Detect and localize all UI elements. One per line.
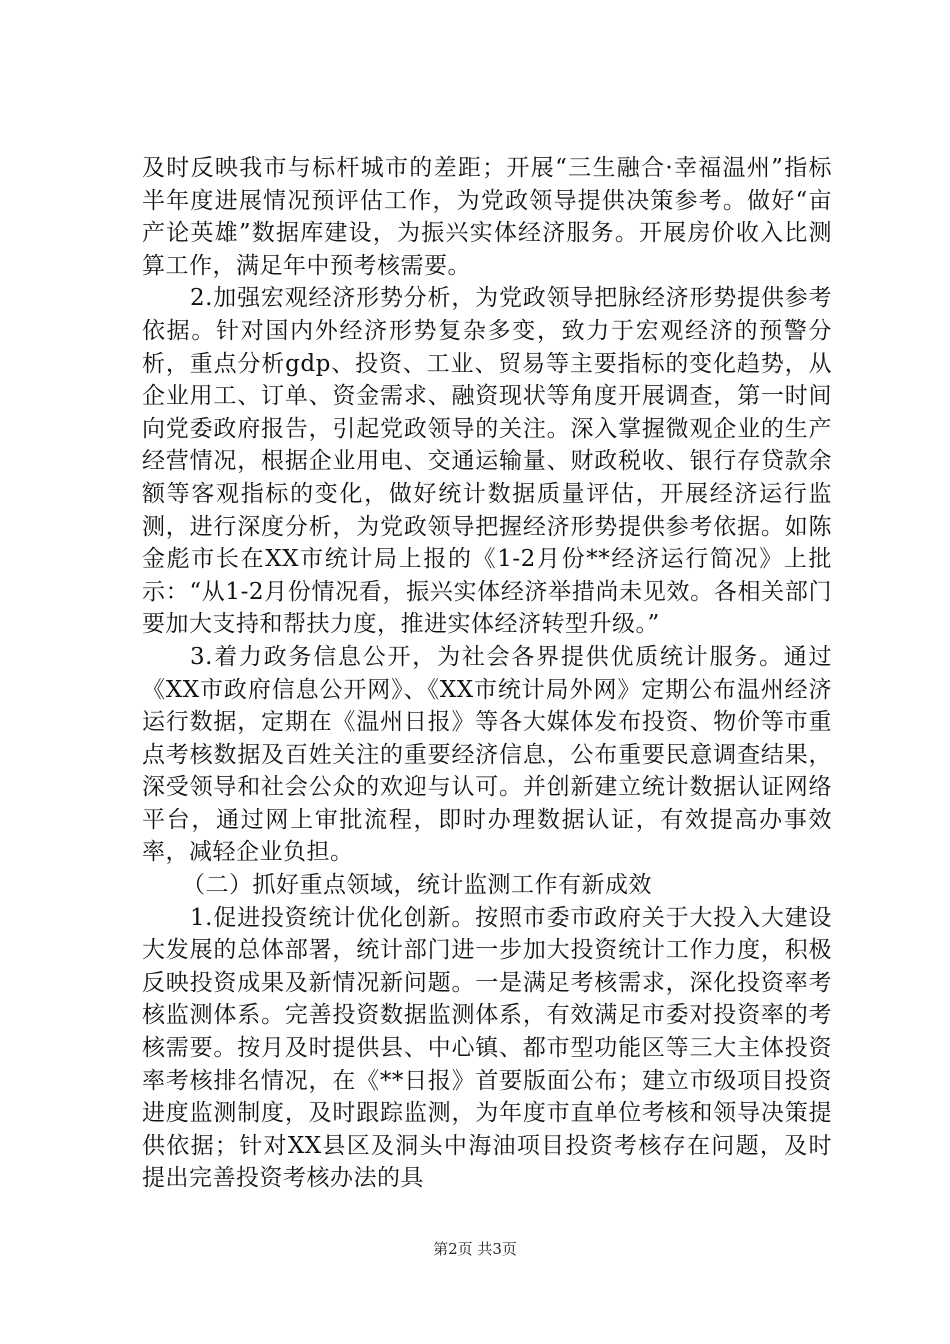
- section-heading: （二）抓好重点领域，统计监测工作有新成效: [182, 872, 652, 899]
- document-body: [142, 152, 832, 1195]
- paragraph-investment-stats: 1.促进投资统计优化创新。按照市委市政府关于大投入大建设大发展的总体部署，统计部门进一步加大投资统计工作力度，积极反映投资成果及新情况新问题。一是满足考核需求，深化投资率考核监测体系。完善投资数据监测体系，有效满足市委对投资率的考核需要。按月及时提供县、中心镇、都市型功能区等三大主体投资率考核排名情况，在《**日报》首要版面公布；建立市级项目投资进度监测制度，及时跟踪监测，为年度市直单位考核和领导决策提供依据；针对XX县区及洞头中海油项目投资考核存在问题，及时提出完善投资考核办法的具: [142, 904, 832, 1192]
- paragraph-continuation: 及时反映我市与标杆城市的差距；开展“三生融合·幸福温州”指标半年度进展情况预评估工作，为党政领导提供决策参考。做好“亩产论英雄”数据库建设，为振兴实体经济服务。开展房价收入比测算工作，满足年中预考核需要。: [142, 155, 832, 279]
- page-number-footer: 第2页 共3页: [433, 1240, 517, 1258]
- paragraph-macro-analysis: 2.加强宏观经济形势分析，为党政领导把脉经济形势提供参考依据。针对国内外经济形势复杂多变，致力于宏观经济的预警分析，重点分析gdp、投资、工业、贸易等主要指标的变化趋势，从企业用工、订单、资金需求、融资现状等角度开展调查，第一时间向党委政府报告，引起党政领导的关注。深入掌握微观企业的生产经营情况，根据企业用电、交通运输量、财政税收、银行存贷款余额等客观指标的变化，做好统计数据质量评估，开展经济运行监测，进行深度分析，为党政领导把握经济形势提供参考依据。如陈金彪市长在XX市统计局上报的《1-2月份**经济运行简况》上批示：“从1-2月份情况看，振兴实体经济举措尚未见效。各相关部门要加大支持和帮扶力度，推进实体经济转型升级。”: [142, 285, 832, 638]
- paragraph-info-disclosure: 3.着力政务信息公开，为社会各界提供优质统计服务。通过《XX市政府信息公开网》、《XX市统计局外网》定期公布温州经济运行数据，定期在《温州日报》等各大媒体发布投资、物价等市重点考核数据及百姓关注的重要经济信息，公布重要民意调查结果，深受领导和社会公众的欢迎与认可。并创新建立统计数据认证网络平台，通过网上审批流程，即时办理数据认证，有效提高办事效率，减轻企业负担。: [142, 643, 832, 866]
